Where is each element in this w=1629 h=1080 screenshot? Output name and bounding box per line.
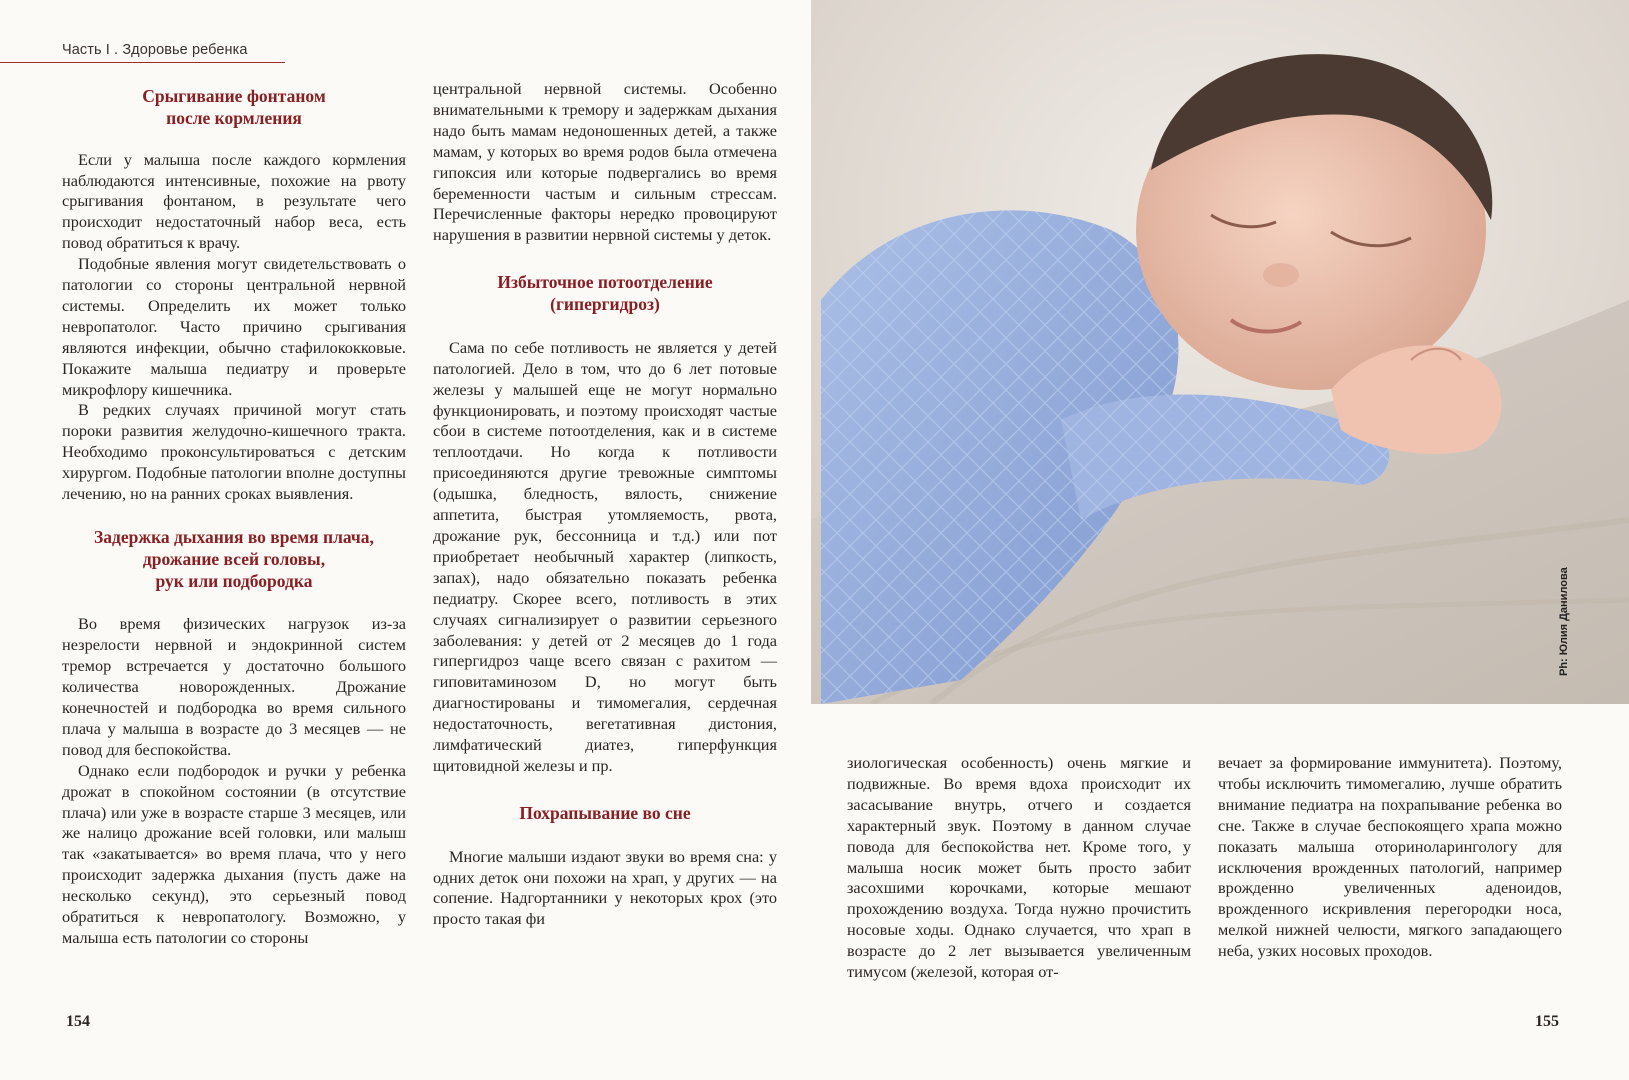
heading-line: Задержка дыхания во время плача, — [94, 527, 374, 547]
page-number-left: 154 — [66, 1013, 90, 1030]
column-2 — [433, 79, 777, 930]
paragraph: Многие малыши издают звуки во время сна: у одних деток они похожи на храп, у других — на сопение. Надгортанники у некоторых крох (это просто такая фи — [433, 846, 777, 929]
column-4 — [1218, 753, 1562, 962]
heading-line: Срыгивание фонтаном — [142, 86, 326, 106]
photo-credit: Ph: Юлия Данилова — [1558, 567, 1570, 676]
paragraph: вечает за формирование иммунитета). Поэтому, чтобы исключить тимомегалию, лучше обратить внимание педиатра на похрапывание ребенка во сне. Также в случае беспокоящего храпа можно показать малыша оториноларингологу для исключения врожденных патологий, например врожденно увеличенных аденоидов, врожденного искривления перегородки носа, мелкой нижней челюсти, мягкого западающего неба, узких носовых проходов. — [1218, 753, 1562, 961]
paragraph: Однако если подбородок и ручки у ребенка дрожат в спокойном состоянии (в отсутствие плача) или уже в возрасте старше 3 месяцев, или же налицо дрожание всей головки, или малыш так «закатывается» во время плача, что у него происходит задержка дыхания (пусть даже на несколько секунд), это серьезный повод обратиться к невропатологу. Возможно, у малыша есть патологии со стороны — [62, 760, 406, 947]
paragraph: Если у малыша после каждого кормления наблюдаются интенсивные, похожие на рвоту срыгивания фонтаном, в результате чего происходит недостаточный набор веса, есть повод обратиться к врачу. — [62, 149, 406, 253]
paragraph: Подобные явления могут свидетельствовать о патологии со стороны центральной нервной системы. Определить их может только невропатолог. Часто причино срыгивания являются инфекции, обычно стафилококковые. Покажите малыша педиатру и проверьте микрофлору кишечника. — [62, 254, 406, 399]
paragraph: В редких случаях причиной могут стать пороки развития желудочно-кишечного тракта. Необходимо проконсультироваться с детским хирургом. Подобные патологии вполне доступны лечению, но на ранних сроках выявления. — [62, 400, 406, 504]
paragraph: центральной нервной системы. Особенно внимательными к тремору и задержкам дыхания надо быть мамам недоношенных детей, а также мамам, у которых во время родов была отмечена гипоксия или которые подвергались во время беременности частым и сильным стрессам. Перечисленные факторы нередко провоцируют нарушения в развитии нервной системы у деток. — [433, 79, 777, 245]
heading-line: Похрапывание во сне — [519, 802, 691, 823]
paragraph: Сама по себе потливость не является у детей патологией. Дело в том, что до 6 лет потовые железы у малышей еще не могут нормально функционировать, и поэтому происходят частые сбои в системе потоотделения, как и в системе теплоотдачи. Но когда к потливости присоединяются другие тревожные симптомы (одышка, бледность, вялость, снижение аппетита, быстрая утомляемость, рвота, дрожание рук, бессонница и т.д.) или пот приобретает необычный характер (липкость, запах), надо обязательно показать ребенка педиатру. Скорее всего, потливость в этих случаях сигнализирует о развитии серьезного заболевания: у детей от 2 месяцев до 1 года гипергидроз чаще всего связан с рахитом — гиповитаминозом D, но могут быть диагностированы и тимомегалия, сердечная недостаточность, вегетативная дистония, лимфатический диатез, гиперфункция щитовидной железы и пр. — [433, 337, 777, 775]
page-number-right: 155 — [1535, 1013, 1559, 1030]
heading-snoring — [433, 803, 777, 825]
paragraph: Во время физических нагрузок из-за незрелости нервной и эндокринной систем тремор встречается у достаточно большого количества новорожденных. Дрожание конечностей и подбородка во время сильного плача у малыша в возрасте до 3 месяцев — не повод для беспокойства. — [62, 614, 406, 759]
heading-line: Избыточное потоотделение — [497, 272, 713, 293]
heading-line: рук или подбородка — [155, 570, 313, 591]
heading-regurgitation — [62, 86, 406, 130]
baby-illustration — [811, 0, 1629, 704]
photo-sleeping-baby — [811, 0, 1629, 704]
heading-line: дрожание всей головы, — [142, 548, 326, 569]
heading-breath-holding — [62, 527, 406, 592]
column-3 — [847, 753, 1191, 983]
header-rule — [0, 62, 285, 63]
heading-line: (гипергидроз) — [550, 294, 660, 315]
running-header: Часть I . Здоровье ребенка — [62, 42, 248, 58]
column-1 — [62, 86, 406, 949]
heading-hyperhidrosis — [433, 272, 777, 316]
heading-line: после кормления — [166, 107, 302, 128]
paragraph: зиологическая особенность) очень мягкие и подвижные. Во время вдоха происходит их засасывание внутрь, отчего и создается характерный звук. Поэтому в данном случае повода для беспокойства нет. Кроме того, у малыша носик может быть просто забит засохшими корочками, которые мешают прохождению воздуха. Тогда нужно прочистить носовые ходы. Однако случается, что храп в возрасте до 2 лет вызывается увеличенным тимусом (железой, которая от- — [847, 753, 1191, 982]
